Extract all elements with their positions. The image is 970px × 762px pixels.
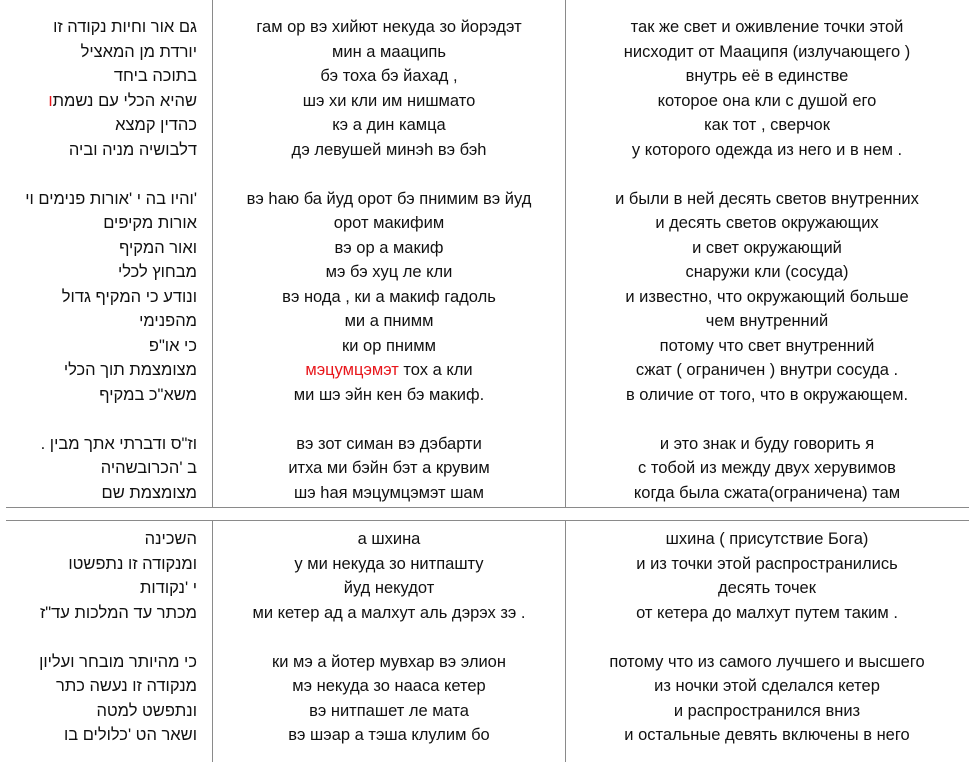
text-table-1	[6, 0, 969, 508]
russian-line: когда была сжата(ограничена) там	[633, 483, 901, 502]
hebrew-column	[6, 0, 211, 508]
russian-line: и распространился вниз	[673, 701, 861, 720]
russian-line: потому что свет внутренний	[659, 336, 875, 355]
russian-line: чем внутренний	[705, 312, 829, 330]
russian-line: шхина ( присутствие Бога)	[665, 530, 869, 548]
russian-line: с тобой из между двух херувимов	[638, 459, 896, 477]
hebrew-line: מכתר עד המלכות עד"ז	[39, 603, 197, 622]
russian-column	[567, 0, 967, 508]
translit-line: мин а мааципь	[332, 42, 446, 61]
translit-line: ки ор пнимм	[342, 336, 436, 355]
russian-line: и из точки этой распространились	[636, 554, 898, 573]
hebrew-line: מבחוץ לכלי	[117, 263, 197, 281]
text-table-2	[6, 520, 969, 762]
russian-line: и были в ней десять светов внутренних	[615, 189, 919, 208]
russian-line: в оличие от того, что в окружающем.	[625, 385, 909, 404]
translit-line-highlighted	[213, 358, 565, 383]
red-highlight-letter: ו	[48, 91, 53, 110]
translit-line: бэ тоха бэ йахад ,	[320, 67, 458, 85]
hebrew-line: גם אור וחיות נקודה זו	[53, 18, 197, 36]
russian-line: как тот , сверчок	[704, 116, 830, 134]
hebrew-line: השכינה	[144, 530, 197, 548]
red-highlight-word: мэцумцэмэт	[305, 361, 399, 379]
hebrew-line	[6, 89, 211, 114]
hebrew-line: בתוכה ביחד	[113, 67, 197, 85]
translit-line: вэ нода , ки а макиф гадоль	[282, 287, 496, 306]
russian-line: и остальные девять включены в него	[624, 726, 910, 744]
translit-line: вэ hаю ба йуд орот бэ пнимим вэ йуд	[246, 189, 532, 208]
translit-line: а шхина	[357, 530, 421, 548]
russian-line: и свет окружающий	[692, 238, 842, 257]
russian-line: десять точек	[718, 579, 816, 597]
russian-line: и это знак и буду говорить я	[659, 434, 875, 453]
translit-line: орот макифим	[333, 214, 445, 232]
hebrew-line: י 'נקודות	[140, 579, 197, 597]
hebrew-line: וז"ס ודברתי אתך מבין .	[40, 434, 197, 453]
translit-line: ми кетер ад а малхут аль дэрэх зэ .	[252, 603, 526, 622]
translit-line: ми шэ эйн кен бэ макиф.	[293, 385, 485, 404]
translit-line: мэ некуда зо нааса кетер	[292, 677, 486, 695]
russian-line: нисходит от Мааципя (излучающего )	[623, 42, 911, 61]
translit-line: кэ а дин камца	[332, 116, 446, 134]
russian-line: потому что из самого лучшего и высшего	[609, 652, 925, 671]
translit-line: шэ hая мэцумцэмэт шам	[294, 483, 484, 502]
hebrew-line: משא"כ במקיף	[99, 385, 197, 404]
translit-line: ки мэ а йотер мувхар вэ элион	[272, 652, 506, 671]
hebrew-line: כהדין קמצא	[115, 116, 197, 134]
translit-line: вэ ор а макиф	[334, 238, 444, 257]
russian-column	[567, 520, 967, 762]
translit-line: вэ шэар а тэша клулим бо	[288, 726, 490, 744]
hebrew-line: כי או"פ	[148, 336, 197, 355]
hebrew-line: יורדת מן המאציל	[80, 42, 197, 61]
translit-line: итха ми бэйн бэт а крувим	[288, 459, 490, 477]
column-divider	[565, 520, 566, 762]
hebrew-column	[6, 520, 211, 762]
translit-line: гам ор вэ хийют некуда зо йорэдэт	[256, 18, 522, 36]
russian-line: от кетера до малхут путем таким .	[636, 603, 898, 622]
translit-line: вэ нитпашет ле мата	[309, 701, 469, 720]
russian-line: и десять светов окружающих	[655, 214, 879, 232]
hebrew-line: ונודע כי המקיף גדול	[61, 287, 197, 306]
hebrew-line: מנקודה זו נעשה כתר	[56, 677, 197, 695]
hebrew-line: ושאר הט 'כלולים בו	[63, 726, 197, 744]
translit-line: ми а пнимм	[344, 312, 434, 330]
hebrew-line: ב 'הכרובשהיה	[100, 459, 197, 477]
russian-line: у которого одежда из него и в нем .	[631, 140, 903, 159]
russian-line: которое она кли с душой его	[657, 91, 877, 110]
russian-line: снаружи кли (сосуда)	[685, 263, 849, 281]
hebrew-line: ונתפשט למטה	[96, 701, 197, 720]
translit-line-rest: тох а кли	[398, 361, 473, 379]
hebrew-line: דלבושיה מניה וביה	[68, 140, 197, 159]
translit-line: вэ зот симан вэ дэбарти	[296, 434, 482, 453]
russian-line: внутрь её в единстве	[685, 67, 849, 85]
translit-line: йуд некудот	[343, 579, 435, 597]
translit-line: шэ хи кли им нишмато	[302, 91, 476, 110]
translit-line: мэ бэ хуц ле кли	[325, 263, 453, 281]
hebrew-line: מצומצמת תוך הכלי	[63, 361, 197, 379]
russian-line: так же свет и оживление точки этой	[630, 18, 904, 36]
hebrew-line: מצומצמת שם	[101, 483, 197, 502]
russian-line: сжат ( ограничен ) внутри сосуда .	[635, 361, 899, 379]
hebrew-line: אורות מקיפים	[103, 214, 197, 232]
hebrew-line-text	[48, 92, 197, 110]
column-divider	[565, 0, 566, 508]
hebrew-line: כי מהיותר מובחר ועליון	[39, 652, 197, 671]
hebrew-line: מהפנימי	[139, 312, 197, 330]
hebrew-line-main: שהיא הכלי עם נשמת	[52, 91, 197, 110]
transliteration-column	[213, 520, 565, 762]
translit-line: дэ левушей минэh вэ бэh	[291, 140, 487, 159]
translit-line: у ми некуда зо нитпашту	[294, 554, 484, 573]
hebrew-line: ומנקודה זו נתפשטו	[68, 554, 197, 573]
transliteration-column	[213, 0, 565, 508]
russian-line: и известно, что окружающий больше	[625, 287, 909, 306]
hebrew-line: ואור המקיף	[119, 238, 197, 257]
russian-line: из ночки этой сделался кетер	[654, 677, 880, 695]
hebrew-line: 'והיו בה י 'אורות פנימים וי	[25, 189, 197, 208]
